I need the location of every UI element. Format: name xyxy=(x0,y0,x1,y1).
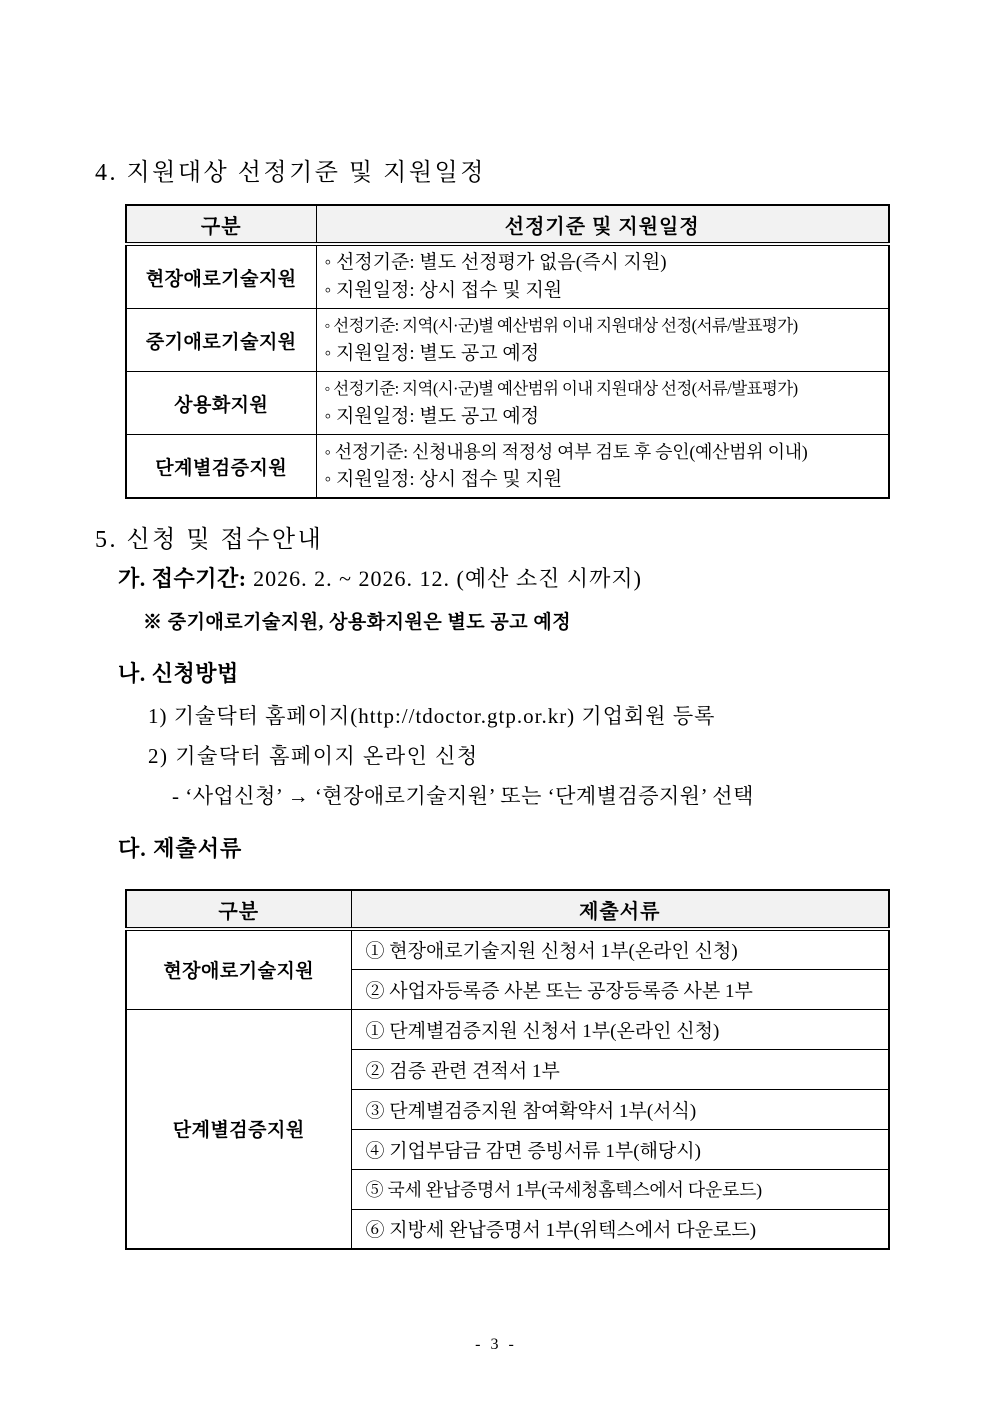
row-content xyxy=(316,372,889,435)
table-row xyxy=(126,244,889,309)
document-item: ⑥ 지방세 완납증명서 1부(위텍스에서 다운로드) xyxy=(351,1209,889,1249)
table-row xyxy=(126,435,889,499)
application-method-label: 나. 신청방법 xyxy=(118,661,239,686)
document-item: ① 단계별검증지원 신청서 1부(온라인 신청) xyxy=(351,1009,889,1049)
column-header-criteria: 선정기준 및 지원일정 xyxy=(316,205,889,244)
row-label-commercialization-support: 상용화지원 xyxy=(126,372,316,435)
section5-heading: 5. 신청 및 접수안내 xyxy=(95,527,324,553)
group-label-onsite-support: 현장애로기술지원 xyxy=(126,929,351,1009)
page-number: - 3 - xyxy=(475,1336,517,1353)
column-header-documents: 제출서류 xyxy=(351,890,889,929)
column-header-category: 구분 xyxy=(126,890,351,929)
criteria-line: ◦ 선정기준: 지역(시·군)별 예산범위 이내 지원대상 선정(서류/발표평가) xyxy=(324,316,798,335)
table-header-row xyxy=(126,890,889,929)
application-method-step1: 1) 기술닥터 홈페이지(http://tdoctor.gtp.or.kr) 기업회원 등록 xyxy=(148,704,716,728)
schedule-line: ◦ 지원일정: 별도 공고 예정 xyxy=(324,343,540,364)
criteria-line: ◦ 선정기준: 지역(시·군)별 예산범위 이내 지원대상 선정(서류/발표평가) xyxy=(324,379,798,398)
row-label-onsite-support: 현장애로기술지원 xyxy=(126,244,316,309)
document-item: ④ 기업부담금 감면 증빙서류 1부(해당시) xyxy=(351,1129,889,1169)
column-header-category: 구분 xyxy=(126,205,316,244)
application-period-label: 가. 접수기간: xyxy=(118,566,247,591)
submission-documents-label: 다. 제출서류 xyxy=(118,836,243,861)
application-period-value: 2026. 2. ~ 2026. 12. (예산 소진 시까지) xyxy=(253,566,642,591)
document-item: ③ 단계별검증지원 참여확약서 1부(서식) xyxy=(351,1089,889,1129)
document-item: ⑤ 국세 완납증명서 1부(국세청홈텍스에서 다운로드) xyxy=(351,1169,889,1209)
document-item: ② 검증 관련 견적서 1부 xyxy=(351,1049,889,1089)
separate-notice-note: ※ 중기애로기술지원, 상용화지원은 별도 공고 예정 xyxy=(143,612,572,633)
row-content xyxy=(316,435,889,499)
table-row xyxy=(126,309,889,372)
table-header-row xyxy=(126,205,889,244)
schedule-line: ◦ 지원일정: 상시 접수 및 지원 xyxy=(324,469,563,490)
application-period-line xyxy=(118,562,642,593)
document-item: ② 사업자등록증 사본 또는 공장등록증 사본 1부 xyxy=(351,969,889,1009)
group-label-stepwise-verification-support: 단계별검증지원 xyxy=(126,1009,351,1249)
criteria-line: ◦ 선정기준: 신청내용의 적정성 여부 검토 후 승인(예산범위 이내) xyxy=(324,442,808,462)
row-label-stepwise-verification-support: 단계별검증지원 xyxy=(126,435,316,499)
application-method-step2: 2) 기술닥터 홈페이지 온라인 신청 xyxy=(148,744,479,768)
section4-heading: 4. 지원대상 선정기준 및 지원일정 xyxy=(95,160,486,186)
submission-documents-table xyxy=(125,889,890,1250)
row-content xyxy=(316,244,889,309)
table-row xyxy=(126,929,889,969)
row-content xyxy=(316,309,889,372)
application-method-step2-detail: - ‘사업신청’ → ‘현장애로기술지원’ 또는 ‘단계별검증지원’ 선택 xyxy=(172,784,754,808)
schedule-line: ◦ 지원일정: 별도 공고 예정 xyxy=(324,406,540,427)
row-label-midterm-support: 중기애로기술지원 xyxy=(126,309,316,372)
document-item: ① 현장애로기술지원 신청서 1부(온라인 신청) xyxy=(351,929,889,969)
table-row xyxy=(126,372,889,435)
criteria-line: ◦ 선정기준: 별도 선정평가 없음(즉시 지원) xyxy=(324,252,667,273)
schedule-line: ◦ 지원일정: 상시 접수 및 지원 xyxy=(324,280,563,301)
selection-criteria-table xyxy=(125,204,890,499)
table-row xyxy=(126,1009,889,1049)
